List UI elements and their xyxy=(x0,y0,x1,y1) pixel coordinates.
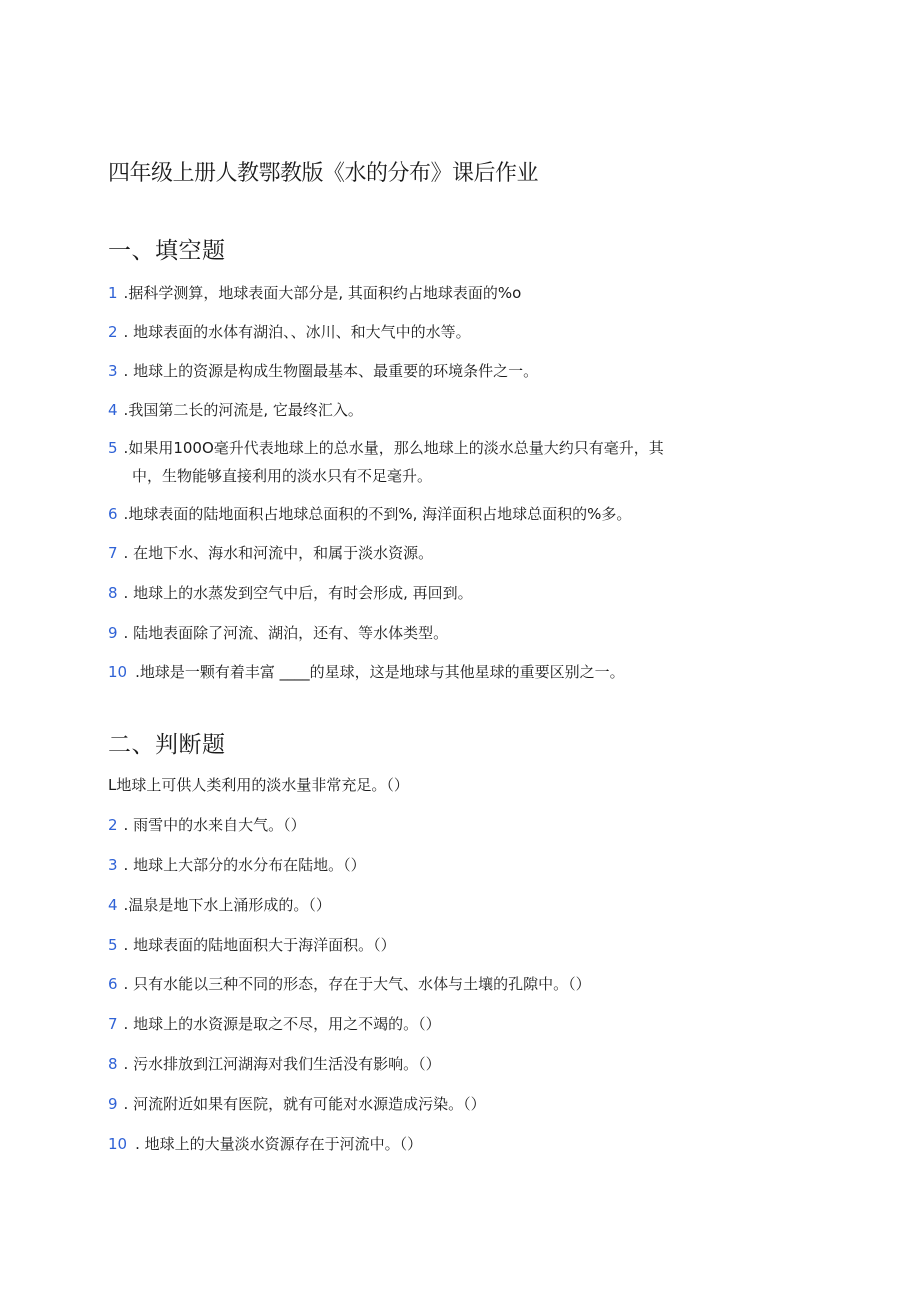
question-text: 地球上可供人类利用的淡水量非常充足。（） xyxy=(116,776,409,794)
question-text: . 地球上大部分的水分布在陆地。（） xyxy=(123,856,366,874)
true-false-question-1 xyxy=(108,771,758,799)
question-text: . 地球上的大量淡水资源存在于河流中。（） xyxy=(135,1135,423,1153)
question-text: .如果用100O毫升代表地球上的总水量，那么地球上的淡水总量大约只有毫升，其 xyxy=(123,439,664,457)
fill-in-question-10 xyxy=(108,658,758,686)
question-text: . 陆地表面除了河流、湖泊，还有、等水体类型。 xyxy=(123,624,449,642)
question-text: .据科学测算，地球表面大部分是, 其面积约占地球表面的%o xyxy=(123,284,522,302)
true-false-question-4 xyxy=(108,891,758,919)
fill-in-question-5 xyxy=(108,434,758,490)
question-number: 9 xyxy=(108,1095,118,1113)
question-number: 1 xyxy=(108,284,118,302)
question-number: 10 xyxy=(108,1135,128,1153)
true-false-question-10 xyxy=(108,1130,758,1158)
question-number: 3 xyxy=(108,856,118,874)
question-number: L xyxy=(108,776,117,794)
question-number: 5 xyxy=(108,936,118,954)
true-false-question-5 xyxy=(108,931,758,959)
true-false-question-8 xyxy=(108,1050,758,1078)
question-text: . 只有水能以三种不同的形态，存在于大气、水体与土壤的孔隙中。（） xyxy=(123,975,591,993)
section-heading-fill-in: 一、填空题 xyxy=(108,238,226,264)
question-text: . 地球上的资源是构成生物圈最基本、最重要的环境条件之一。 xyxy=(123,362,539,380)
fill-in-question-3 xyxy=(108,357,758,385)
true-false-question-3 xyxy=(108,851,758,879)
question-number: 5 xyxy=(108,439,118,457)
question-number: 8 xyxy=(108,584,118,602)
true-false-question-7 xyxy=(108,1010,758,1038)
question-number: 6 xyxy=(108,505,118,523)
question-number: 2 xyxy=(108,323,118,341)
question-text: . 雨雪中的水来自大气。（） xyxy=(123,816,306,834)
section-heading-true-false: 二、判断题 xyxy=(108,732,226,758)
question-text: . 地球上的水蒸发到空气中后，有时会形成, 再回到。 xyxy=(123,584,473,602)
document-title: 四年级上册人教鄂教版《水的分布》课后作业 xyxy=(108,161,539,186)
question-number: 9 xyxy=(108,624,118,642)
question-text: .地球表面的陆地面积占地球总面积的不到%, 海洋面积占地球总面积的%多。 xyxy=(123,505,632,523)
question-text: .我国第二长的河流是, 它最终汇入。 xyxy=(123,401,363,419)
question-text: . 污水排放到江河湖海对我们生活没有影响。（） xyxy=(123,1055,441,1073)
question-number: 7 xyxy=(108,1015,118,1033)
question-number: 3 xyxy=(108,362,118,380)
fill-in-question-6 xyxy=(108,500,758,528)
true-false-question-2 xyxy=(108,811,758,839)
question-number: 8 xyxy=(108,1055,118,1073)
question-number: 7 xyxy=(108,544,118,562)
fill-in-question-1 xyxy=(108,279,758,307)
true-false-question-6 xyxy=(108,970,758,998)
question-text: .地球是一颗有着丰富 ____的星球，这是地球与其他星球的重要区别之一。 xyxy=(135,663,625,681)
question-text: . 地球表面的水体有湖泊、、冰川、和大气中的水等。 xyxy=(123,323,471,341)
question-number: 6 xyxy=(108,975,118,993)
question-text-continued: 中，生物能够直接利用的淡水只有不足毫升。 xyxy=(132,467,433,485)
fill-in-question-2 xyxy=(108,318,758,346)
fill-in-question-4 xyxy=(108,396,758,424)
fill-in-question-7 xyxy=(108,539,758,567)
true-false-question-9 xyxy=(108,1090,758,1118)
question-number: 10 xyxy=(108,663,128,681)
fill-in-question-9 xyxy=(108,619,758,647)
question-text: . 地球上的水资源是取之不尽，用之不竭的。（） xyxy=(123,1015,441,1033)
question-number: 4 xyxy=(108,401,118,419)
question-text: .温泉是地下水上涌形成的。（） xyxy=(123,896,331,914)
question-text: . 地球表面的陆地面积大于海洋面积。（） xyxy=(123,936,396,954)
question-number: 2 xyxy=(108,816,118,834)
question-number: 4 xyxy=(108,896,118,914)
fill-in-question-8 xyxy=(108,579,758,607)
question-text: . 河流附近如果有医院，就有可能对水源造成污染。（） xyxy=(123,1095,486,1113)
question-text: . 在地下水、海水和河流中，和属于淡水资源。 xyxy=(123,544,434,562)
